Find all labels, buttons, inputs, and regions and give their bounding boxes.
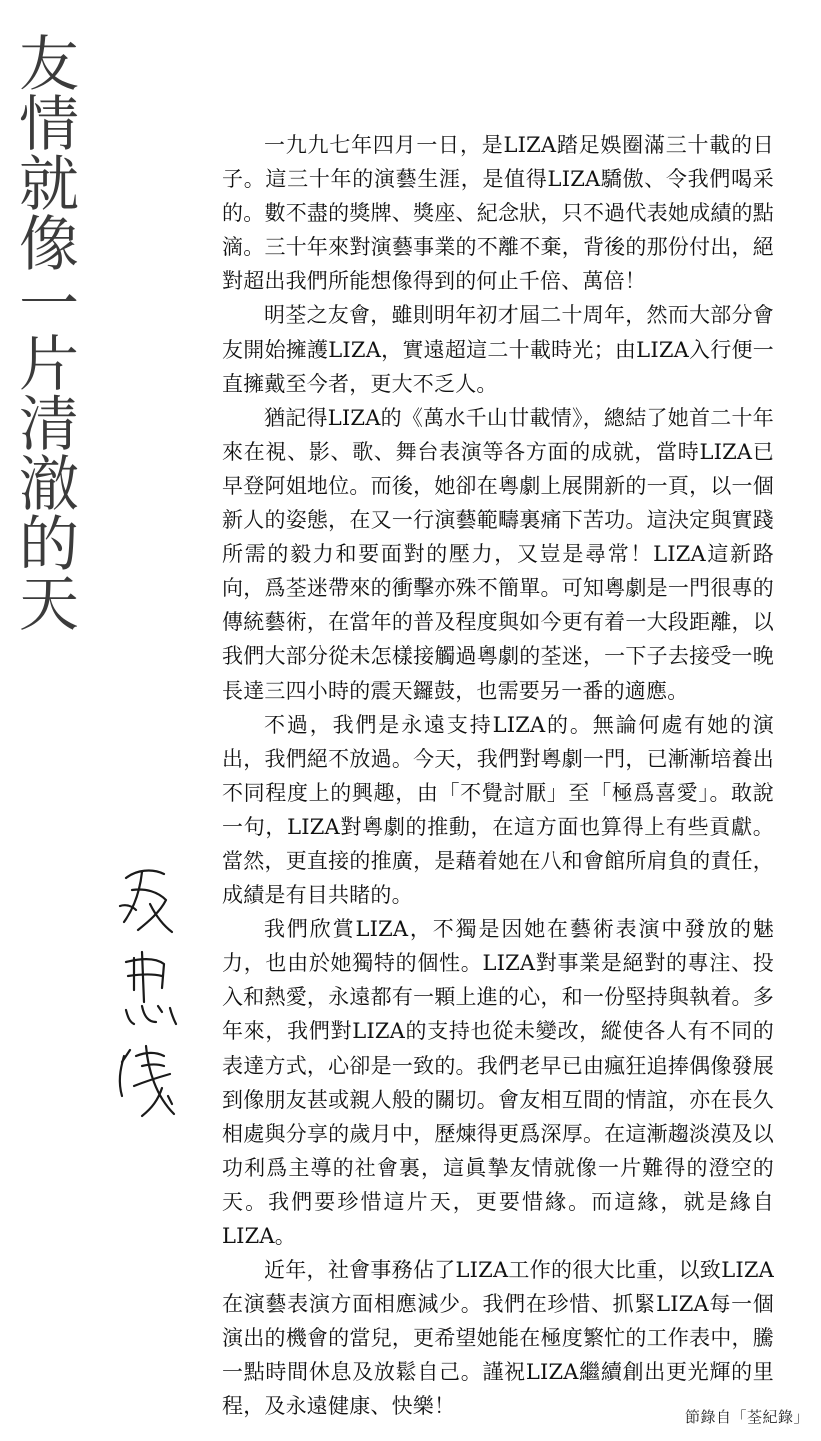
paragraph: 一九九七年四月一日，是LIZA踏足娛圈滿三十載的日子。這三十年的演藝生涯，是值得LIZA驕傲、令我們喝采的。數不盡的獎牌、獎座、紀念狀，只不過代表她成績的點滴。三十年來對演藝事業的不離不棄，背後的那份付出，絕對超出我們所能想像得到的何止千倍、萬倍！	[222, 133, 774, 294]
signature-scribble-icon	[112, 860, 182, 1130]
paragraph: 不過，我們是永遠支持LIZA的。無論何處有她的演出，我們絕不放過。今天，我們對粵劇一門，已漸漸培養出不同程度上的興趣，由「不覺討厭」至「極爲喜愛」。敢說一句，LIZA對粵劇的推動，在這方面也算得上有些貢獻。當然，更直接的推廣，是藉着她在八和會館所肩負的責任，成績是有目共睹的。	[222, 712, 774, 908]
article-body	[222, 128, 774, 1424]
vertical-title: 友情就像一片清澈的天	[9, 32, 79, 632]
source-note: 節錄自「荃紀錄」	[684, 1408, 809, 1426]
paragraph: 我們欣賞LIZA，不獨是因她在藝術表演中發放的魅力，也由於她獨特的個性。LIZA對事業是絕對的專注、投入和熱愛，永遠都有一顆上進的心，和一份堅持與執着。多年來，我們對LIZA的支持也從未變改，縱使各人有不同的表達方式，心卻是一致的。我們老早已由瘋狂追捧偶像發展到像朋友甚或親人般的關切。會友相互間的情誼，亦在長久相處與分享的歲月中，歷煉得更爲深厚。在這漸趨淡漠及以功利爲主導的社會裏，這眞摯友情就像一片難得的澄空的天。我們要珍惜這片天，更要惜緣。而這緣，就是緣自LIZA。	[222, 917, 774, 1248]
author-signature	[112, 860, 182, 1130]
paragraph: 猶記得LIZA的《萬水千山廿載情》，總結了她首二十年來在視、影、歌、舞台表演等各方面的成就，當時LIZA已早登阿姐地位。而後，她卻在粵劇上展開新的一頁，以一個新人的姿態，在又一行演藝範疇裏痛下苦功。這決定與實踐所需的毅力和要面對的壓力，又豈是尋常！LIZA這新路向，爲荃迷帶來的衝擊亦殊不簡單。可知粵劇是一門很專的傳統藝術，在當年的普及程度與如今更有着一大段距離，以我們大部分從未怎樣接觸過粵劇的荃迷，一下子去接受一晚長達三四小時的震天鑼鼓，也需要另一番的適應。	[222, 405, 774, 703]
paragraph: 近年，社會事務佔了LIZA工作的很大比重，以致LIZA在演藝表演方面相應減少。我們在珍惜、抓緊LIZA每一個演出的機會的當兒，更希望她能在極度繁忙的工作表中，騰一點時間休息及放鬆自己。謹祝LIZA繼續創出更光輝的里程，及永遠健康、快樂！	[222, 1258, 774, 1419]
paragraph: 明荃之友會，雖則明年初才屆二十周年，然而大部分會友開始擁護LIZA，實遠超這二十載時光；由LIZA入行便一直擁戴至今者，更大不乏人。	[222, 303, 774, 396]
